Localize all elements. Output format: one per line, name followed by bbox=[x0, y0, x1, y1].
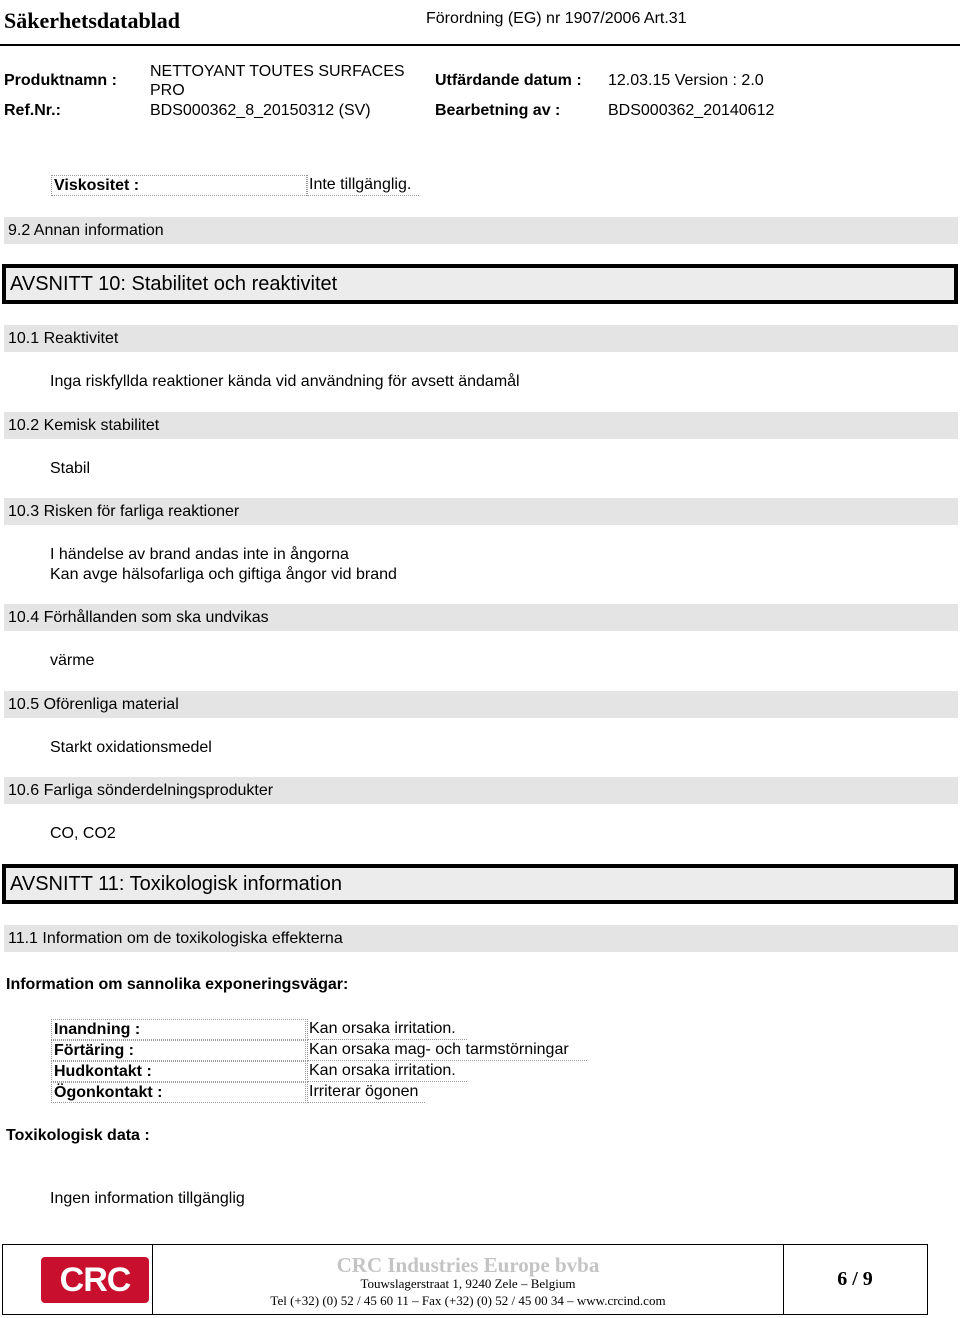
exposure-label-eye: Ögonkontakt : bbox=[51, 1082, 306, 1103]
crc-logo bbox=[41, 1257, 149, 1303]
subsection-10-6-title: 10.6 Farliga sönderdelningsprodukter bbox=[4, 777, 958, 804]
exposure-heading: Information om sannolika exponeringsvägar: bbox=[6, 976, 349, 993]
section-11-title: AVSNITT 11: Toxikologisk information bbox=[2, 864, 958, 904]
subsection-10-1-text: Inga riskfyllda reaktioner kända vid användning för avsett ändamål bbox=[50, 373, 520, 390]
footer-page-cell bbox=[783, 1245, 927, 1314]
footer bbox=[2, 1244, 928, 1315]
product-name-line1: NETTOYANT TOUTES SURFACES bbox=[150, 63, 405, 80]
product-name-label: Produktnamn : bbox=[4, 72, 117, 89]
subsection-10-3-title: 10.3 Risken för farliga reaktioner bbox=[4, 498, 958, 525]
section-10-title: AVSNITT 10: Stabilitet och reaktivitet bbox=[2, 264, 958, 304]
product-name-line2: PRO bbox=[150, 82, 185, 99]
viscosity-label: Viskositet : bbox=[51, 175, 307, 196]
document-title: Säkerhetsdatablad bbox=[4, 8, 181, 33]
exposure-value-skin: Kan orsaka irritation. bbox=[307, 1061, 467, 1082]
subsection-10-4-text: värme bbox=[50, 652, 95, 669]
exposure-label-ingestion: Förtäring : bbox=[51, 1040, 306, 1061]
subsection-10-6-text: CO, CO2 bbox=[50, 825, 116, 842]
editor-label: Bearbetning av : bbox=[435, 102, 561, 119]
company-name: CRC Industries Europe bvba bbox=[336, 1253, 600, 1277]
ref-number-label: Ref.Nr.: bbox=[4, 102, 61, 119]
crc-logo-text: CRC bbox=[59, 1261, 131, 1299]
header-divider bbox=[0, 44, 960, 46]
subsection-10-2-text: Stabil bbox=[50, 460, 91, 477]
issue-date-label: Utfärdande datum : bbox=[435, 72, 582, 89]
subsection-10-5-text: Starkt oxidationsmedel bbox=[50, 739, 212, 756]
subsection-10-3-line2: Kan avge hälsofarliga och giftiga ångor vid brand bbox=[50, 566, 397, 583]
exposure-value-eye: Irriterar ögonen bbox=[307, 1082, 425, 1103]
subsection-10-5-title: 10.5 Oförenliga material bbox=[4, 691, 958, 718]
exposure-value-inhalation: Kan orsaka irritation. bbox=[307, 1019, 467, 1040]
issue-date-value: 12.03.15 Version : 2.0 bbox=[608, 72, 764, 89]
exposure-label-skin: Hudkontakt : bbox=[51, 1061, 306, 1082]
exposure-label-inhalation: Inandning : bbox=[51, 1019, 306, 1040]
regulation-reference: Förordning (EG) nr 1907/2006 Art.31 bbox=[426, 10, 687, 27]
ref-number-value: BDS000362_8_20150312 (SV) bbox=[150, 102, 371, 119]
subsection-10-4-title: 10.4 Förhållanden som ska undvikas bbox=[4, 604, 958, 631]
subsection-10-3-line1: I händelse av brand andas inte in ångorna bbox=[50, 546, 349, 563]
tox-data-text: Ingen information tillgänglig bbox=[50, 1190, 245, 1207]
company-contact: Tel (+32) (0) 52 / 45 60 11 – Fax (+32) (0) 52 / 45 00 34 – www.crcind.com bbox=[270, 1293, 666, 1308]
company-address: Touwslagerstraat 1, 9240 Zele – Belgium bbox=[360, 1276, 576, 1291]
exposure-value-ingestion: Kan orsaka mag- och tarmstörningar bbox=[307, 1040, 587, 1061]
viscosity-value: Inte tillgänglig. bbox=[307, 175, 419, 196]
subsection-10-2-title: 10.2 Kemisk stabilitet bbox=[4, 412, 958, 439]
subsection-10-1-title: 10.1 Reaktivitet bbox=[4, 325, 958, 352]
tox-data-heading: Toxikologisk data : bbox=[6, 1127, 150, 1144]
editor-value: BDS000362_20140612 bbox=[608, 102, 775, 119]
footer-logo-cell bbox=[3, 1245, 153, 1314]
subsection-9-2-title: 9.2 Annan information bbox=[4, 217, 958, 244]
subsection-11-1-title: 11.1 Information om de toxikologiska effekterna bbox=[4, 925, 958, 952]
page-number: 6 / 9 bbox=[837, 1268, 873, 1290]
